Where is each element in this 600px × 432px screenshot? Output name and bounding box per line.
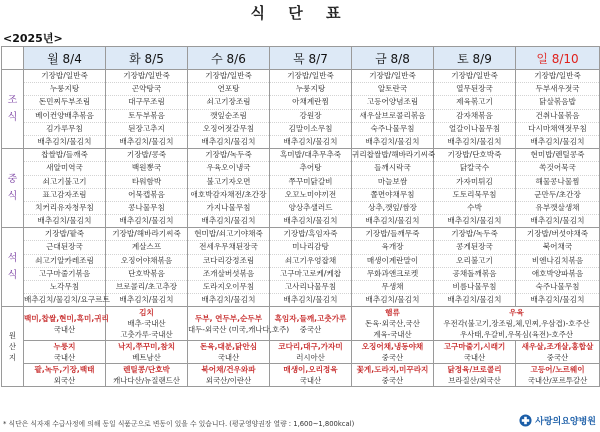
dish-item: 가지나물무침: [188, 202, 269, 215]
dish-item: 배추김치/물김치: [201, 216, 256, 226]
origin-country: 국내산/포르투갈산: [527, 376, 588, 386]
dish-item: 현미밥/쇠고기야채죽: [188, 228, 269, 241]
origin-label: [2, 307, 24, 387]
dish-item: 들깨시락국: [352, 162, 433, 175]
meal-cell: [516, 228, 600, 307]
dish-item: 추어탕: [270, 162, 351, 175]
dish-item: 배추김치/물김치: [447, 136, 502, 146]
dish-item: 쇠고기우엉잡채: [270, 255, 351, 268]
dish-item: 배추김치/물김치: [530, 216, 585, 226]
origin-country: 브라질산/외국산: [448, 376, 501, 386]
dish-item: 기장밥/일반죽: [24, 70, 105, 83]
origin-country: 국내산: [53, 324, 76, 334]
day-header: 일 8/10: [516, 47, 600, 70]
dish-item: 오징어야채볶음: [106, 255, 187, 268]
dish-item: 조개살버섯볶음: [188, 268, 269, 281]
meal-label-char: 석: [7, 253, 18, 265]
dish-item: 마늘보쌈: [352, 176, 433, 189]
origin-cell: [352, 307, 434, 341]
origin-cell: [516, 364, 600, 387]
dish-item: 비름나물무침: [434, 281, 515, 294]
dish-item: 연포탕: [188, 83, 269, 96]
meal-label-char: 식: [7, 112, 18, 124]
meal-cell: [106, 228, 188, 307]
dish-item: 기장밥/팥죽: [24, 228, 105, 241]
origin-item: 돈육,대분,닭안심: [199, 342, 258, 352]
dish-item: 기장밥/일반죽: [352, 70, 433, 83]
dish-item: 오꼬노미야끼전: [270, 189, 351, 202]
dish-item: 기장밥/일반죽: [270, 70, 351, 83]
dish-item: 기장밥/콩죽: [106, 149, 187, 162]
dish-item: 기장밥/해바라기씨죽: [106, 228, 187, 241]
dish-item: 우육오이냉국: [188, 162, 269, 175]
origin-item: 흑임자,들깨,고춧가루: [274, 313, 347, 323]
origin-country: 캐나다산/뉴질랜드산: [113, 376, 180, 386]
dish-item: 백원뽕국: [106, 162, 187, 175]
dish-item: 기장밥/버섯야채죽: [516, 228, 599, 241]
dish-item: 무화과앤크로켓: [352, 268, 433, 281]
dish-item: 알토란국: [352, 83, 433, 96]
dish-item: 건취나물볶음: [516, 110, 599, 123]
origin-cell: [106, 364, 188, 387]
origin-item: 햄류: [385, 308, 400, 318]
dish-item: 기장밥/들깨무죽: [352, 228, 433, 241]
origin-cell: [188, 364, 270, 387]
meal-cell: [270, 228, 352, 307]
dish-item: 닭살볶음밥: [516, 96, 599, 109]
dish-item: 배추김치/물김치: [283, 295, 338, 305]
origin-item: 매생이,오리정육: [283, 365, 338, 375]
origin-country: 베트남산: [132, 353, 161, 363]
origin-item: 백미,찹쌀,현미,흑미,귀리: [24, 313, 109, 323]
meal-label-char: 식: [7, 270, 18, 282]
meal-cell: [24, 149, 106, 228]
dish-item: 코다리강정조림: [188, 255, 269, 268]
origin-row: [2, 364, 600, 387]
meal-cell: [352, 70, 434, 149]
origin-country: 국내산: [463, 353, 486, 363]
dish-item: 배추김치/물김치: [447, 216, 502, 226]
dish-item: 어묵캡볶음: [106, 189, 187, 202]
dish-item: 강원장: [270, 110, 351, 123]
dish-item: 숙주나물무침: [352, 123, 433, 136]
header-corner: [2, 47, 24, 70]
origin-country: 국내산: [299, 376, 322, 386]
dish-item: 배추김치/물김치: [365, 216, 420, 226]
dish-item: 배추김치/물김치: [365, 136, 420, 146]
origin-item: 꽃게,도라지,미꾸라지: [356, 365, 429, 375]
dish-item: 된장고추지: [106, 123, 187, 136]
origin-item: 새우살,조개살,홍합살: [521, 342, 594, 352]
origin-cell: [270, 341, 352, 364]
dish-item: 전세우무채된장국: [188, 241, 269, 254]
origin-item: 고등어/노르웨이: [530, 365, 585, 375]
origin-item: 김치: [139, 308, 154, 318]
dish-item: 아채계란찜: [270, 96, 351, 109]
hospital-logo-icon: [519, 414, 532, 427]
origin-country: 중국산: [299, 324, 322, 334]
meal-cell: [24, 228, 110, 307]
meal-cell: [434, 70, 516, 149]
origin-item: 누룽지: [53, 342, 76, 352]
meal-cell: [106, 149, 188, 228]
dish-item: 불고기자오면: [188, 176, 269, 189]
hospital-logo: [519, 413, 596, 427]
origin-item: 고구마줄기,시래기: [443, 342, 506, 352]
dish-item: 기장밥/단호박죽: [434, 149, 515, 162]
dish-item: 기장밥/일반죽: [106, 70, 187, 83]
dish-item: 상추,깻잎/쌈장: [352, 202, 433, 215]
dish-item: 김가루무침: [24, 123, 105, 136]
dish-item: 오징어젓갈무침: [188, 123, 269, 136]
origin-cell: [106, 341, 188, 364]
dish-item: 수박: [434, 202, 515, 215]
dish-item: 배추김치/물김치: [365, 295, 420, 305]
dish-item: 누룽지탕: [270, 83, 351, 96]
year-label: <2025년>: [3, 32, 63, 45]
dish-item: 깻잎순조림: [188, 110, 269, 123]
origin-cell: [434, 307, 600, 341]
origin-item: 낙지,쭈꾸미,참치: [117, 342, 176, 352]
dish-item: 고구마고로케/케찹: [270, 268, 351, 281]
dish-item: 고사리나물무침: [270, 281, 351, 294]
origin-item: 렌틸콩/단호박: [123, 365, 170, 375]
dish-item: 닭칼국수: [434, 162, 515, 175]
dish-item: 흑미밥/대추무추죽: [270, 149, 351, 162]
origin-cell: [516, 341, 600, 364]
dish-item: 김말이소무침: [270, 123, 351, 136]
dish-item: 쇠고기불고기: [24, 176, 105, 189]
origin-cell: [24, 307, 109, 341]
dish-item: 대구무조림: [106, 96, 187, 109]
dish-item: 북어채국: [516, 241, 599, 254]
dish-item: 유부깻살생채: [516, 202, 599, 215]
origin-label-char: 지: [8, 353, 17, 363]
day-header: 화 8/5: [106, 47, 188, 70]
origin-cell: [434, 364, 516, 387]
footer-note: * 식단은 식자재 수급사정에 의해 동일 식품군으로 변동이 있을 수 있습니다. (평균영양권장 열량 : 1,600~1,800kcal): [3, 420, 355, 428]
origin-cell: [270, 364, 352, 387]
origin-cell: [434, 341, 516, 364]
dish-item: 숙주나물무침: [516, 281, 599, 294]
dish-item: 노각무침: [24, 281, 105, 294]
dish-item: 오리불고기: [434, 255, 515, 268]
dish-item: 콩나물무침: [106, 202, 187, 215]
origin-country: 계육-국내산: [373, 330, 412, 340]
day-header: 토 8/9: [434, 47, 516, 70]
day-header: 금 8/8: [352, 47, 434, 70]
dish-item: 쇠고기알카레조림: [24, 255, 105, 268]
dish-item: 무생채: [352, 281, 433, 294]
origin-cell: [188, 341, 270, 364]
meal-label: [2, 149, 24, 228]
meal-row: [2, 228, 600, 307]
meal-cell: [434, 228, 516, 307]
dish-item: 쏙것어묵국: [516, 162, 599, 175]
origin-country: 대두-외국산 (미국,캐나다,호주): [188, 324, 290, 334]
meal-label-char: 식: [7, 191, 18, 203]
dish-item: 열무된장국: [434, 83, 515, 96]
meal-cell: [24, 70, 106, 149]
origin-cell: [188, 307, 290, 341]
origin-cell: [24, 364, 106, 387]
dish-item: 기장밥/녹두죽: [188, 149, 269, 162]
meal-row: [2, 149, 600, 228]
origin-item: 팥,녹두,기장,백태: [34, 365, 95, 375]
dish-item: 기장밥/흑임자죽: [270, 228, 351, 241]
origin-country: 중국산: [381, 376, 404, 386]
dish-item: 해물콩나물찜: [516, 176, 599, 189]
origin-row: [2, 341, 600, 364]
dish-item: 베이컨양배추볶음: [24, 110, 105, 123]
dish-item: 고구마줄기볶음: [24, 268, 105, 281]
origin-country: 외국산: [53, 376, 76, 386]
dish-item: 치커리유자청무침: [24, 202, 105, 215]
dish-item: 도토리묵무침: [434, 189, 515, 202]
meal-cell: [270, 149, 352, 228]
dish-item: 찹쌀밥/들깨죽: [24, 149, 105, 162]
meal-label-char: 조: [7, 95, 18, 107]
meal-cell: [516, 149, 600, 228]
day-header: 월 8/4: [24, 47, 106, 70]
meal-cell: [188, 70, 270, 149]
dish-item: 현미밥/렌틸콩죽: [516, 149, 599, 162]
meal-cell: [352, 149, 434, 228]
meal-plan-table: [1, 46, 600, 387]
dish-item: 기장밥/일반죽: [516, 70, 599, 83]
origin-item: 코다리,대구,가자미: [278, 342, 343, 352]
origin-item: 두부, 연두부,순두부: [194, 313, 263, 323]
dish-item: 배추김치/물김치: [119, 216, 174, 226]
dish-item: 새알미역국: [24, 162, 105, 175]
dish-item: 비엔나김치볶음: [516, 255, 599, 268]
dish-item: 배추김치/물김치: [201, 136, 256, 146]
origin-cell: [24, 341, 106, 364]
dish-item: 배추김치/물김치: [119, 295, 174, 305]
meal-label: [2, 70, 24, 149]
page-title: 식 단 표: [250, 4, 350, 22]
dish-item: 배추김치/물김치: [447, 295, 502, 305]
origin-country: 국내산: [53, 353, 76, 363]
dish-item: 얼갈이나물무침: [434, 123, 515, 136]
meal-cell: [270, 70, 352, 149]
dish-item: 근대된장국: [24, 241, 105, 254]
dish-item: 기장밥/일반죽: [188, 70, 269, 83]
dish-item: 표고감자조림: [24, 189, 105, 202]
dish-item: 도라지오이무침: [188, 281, 269, 294]
dish-item: 배추김치/물김치/요구르트: [24, 295, 110, 305]
dish-item: 귀리찹쌀밥/해바라기씨죽: [352, 149, 433, 162]
dish-item: 쫄면야채무침: [352, 189, 433, 202]
origin-country: 우전각(불고기,장조림,체,민찌,우삼겹)-호주산: [443, 319, 590, 329]
day-header-row: [2, 47, 600, 70]
origin-country: 중국산: [381, 353, 404, 363]
dish-item: 계살스프: [106, 241, 187, 254]
meal-cell: [106, 70, 188, 149]
origin-cell: [270, 307, 352, 341]
dish-item: 배추김치/물김치: [530, 295, 585, 305]
dish-item: 콩게된장국: [434, 241, 515, 254]
meal-label: [2, 228, 24, 307]
origin-cell: [352, 341, 434, 364]
dish-item: 다시마채액젓무침: [516, 123, 599, 136]
origin-country: 중국산: [546, 353, 569, 363]
dish-item: 기장밥/녹두죽: [434, 228, 515, 241]
origin-country: 배추·국내산: [127, 319, 166, 329]
meal-cell: [434, 149, 516, 228]
dish-item: 단호박볶음: [106, 268, 187, 281]
dish-item: 가자미튀김: [434, 176, 515, 189]
origin-item: 북어채/건우와파: [201, 365, 256, 375]
meal-cell: [188, 228, 270, 307]
meal-cell: [188, 149, 270, 228]
origin-cell: [106, 307, 188, 341]
dish-item: 배추김치/물김치: [37, 136, 92, 146]
origin-item: 닭정육/브로콜리: [447, 365, 502, 375]
meal-row: [2, 70, 600, 149]
dish-item: 토두부볶음: [106, 110, 187, 123]
dish-item: 돈민찌두부조림: [24, 96, 105, 109]
origin-item: 오징어채,냉동야채: [361, 342, 424, 352]
dish-item: 새우살브로콜리볶음: [352, 110, 433, 123]
dish-item: 배추김치/물김치: [201, 295, 256, 305]
dish-item: 배추김치/물김치: [283, 216, 338, 226]
hospital-name: 사랑의요양병원: [535, 416, 596, 427]
meal-cell: [516, 70, 600, 149]
day-header: 수 8/6: [188, 47, 270, 70]
meal-label-char: 중: [7, 174, 18, 186]
dish-item: 쇠고기장조림: [188, 96, 269, 109]
dish-item: 배추김치/물김치: [37, 216, 92, 226]
origin-label-char: 원: [8, 331, 17, 341]
dish-item: 쭈꾸미닭갈비: [270, 176, 351, 189]
dish-item: 기장밥/일반죽: [434, 70, 515, 83]
day-header: 목 8/7: [270, 47, 352, 70]
dish-item: 애호박감자채전/초간장: [188, 189, 269, 202]
origin-country: 우사태,우갈비,우목심(육전)-호주산: [459, 330, 574, 340]
dish-item: 애호박양파볶음: [516, 268, 599, 281]
dish-item: 양상추샐러드: [270, 202, 351, 215]
dish-item: 공채돌깨볶음: [434, 268, 515, 281]
dish-item: 곤약탕국: [106, 83, 187, 96]
origin-country: 외국산/이란산: [205, 376, 252, 386]
origin-country: 고춧가루·국내산: [120, 330, 173, 340]
dish-item: 매생이계란말이: [352, 255, 433, 268]
origin-country: 돈육·외국산,국산: [365, 319, 420, 329]
origin-row: [2, 307, 600, 341]
origin-country: 러시아산: [296, 353, 325, 363]
meal-cell: [352, 228, 434, 307]
origin-item: 우육: [509, 308, 524, 318]
dish-item: 미나리감탕: [270, 241, 351, 254]
origin-label-char: 산: [8, 342, 17, 352]
dish-item: 육개장: [352, 241, 433, 254]
origin-country: 국내산: [217, 353, 240, 363]
dish-item: 배추김치/물김치: [119, 136, 174, 146]
dish-item: 감자채볶음: [434, 110, 515, 123]
dish-item: 누룽지탕: [24, 83, 105, 96]
dish-item: 브로콜리/초고추장: [106, 281, 187, 294]
dish-item: 배추김치/물김치: [283, 136, 338, 146]
dish-item: 제육볶고기: [434, 96, 515, 109]
dish-item: 배추김치/물김치: [530, 136, 585, 146]
origin-cell: [352, 364, 434, 387]
dish-item: 두부새우젓국: [516, 83, 599, 96]
dish-item: 고등어양념조림: [352, 96, 433, 109]
dish-item: 타워함박: [106, 176, 187, 189]
dish-item: 군만두/초간장: [516, 189, 599, 202]
